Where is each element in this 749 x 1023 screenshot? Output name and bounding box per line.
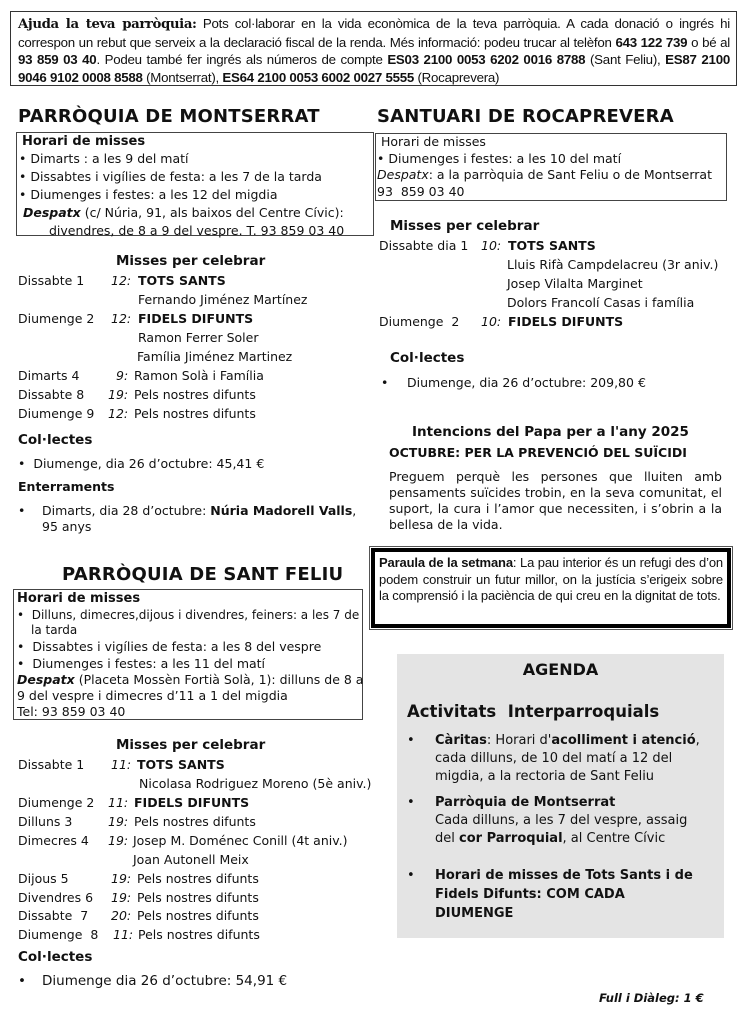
- mass-intention: Joan Autonell Meix: [133, 852, 249, 867]
- pope-intentions-heading: Intencions del Papa per a l'any 2025: [412, 424, 689, 440]
- mass-intention: Dolors Francolí Casas i família: [507, 295, 695, 310]
- mass-day: Diumenge 2: [18, 795, 95, 810]
- iban-rocaprevera: ES64 2100 0053 6002 0027 5555: [222, 69, 415, 85]
- mass-day: Dilluns 3: [18, 814, 73, 829]
- price-footer: Full i Diàleg: 1 €: [599, 991, 704, 1005]
- schedule-heading: Horari de misses: [17, 591, 141, 606]
- schedule-heading: Horari de misses: [22, 134, 146, 149]
- office-phone: Tel: 93 859 03 40: [17, 704, 126, 719]
- mass-day: Diumenge 8: [18, 927, 99, 942]
- mass-intention: FIDELS DIFUNTS: [138, 311, 254, 326]
- office-info: Despatx: a la parròquia de Sant Feliu o de Montserrat: [377, 167, 712, 182]
- collections-heading: Col·lectes: [18, 949, 93, 965]
- mass-day: Dissabte 1: [18, 757, 85, 772]
- agenda-box: AGENDA Activitats Interparroquials • Càritas: Horari d'acolliment i atenció, cada dilluns, de 10 del matí a 12 del migdia, a la rectoria de Sant Feliu • Parròquia de Montserrat Cada dilluns, a les 7 del vespre, assaig del cor Parroquial, al Centre Cívic • Horari de misses de Tots Sants i de Fidels Difunts: COM CADA DIUMENGE: [397, 654, 724, 938]
- mass-intention: Pels nostres difunts: [134, 814, 256, 829]
- iban-sant-feliu: ES03 2100 0053 6202 0016 8788: [387, 52, 586, 67]
- mass-intention: Nicolasa Rodriguez Moreno (5è aniv.): [139, 776, 372, 791]
- masses-heading: Misses per celebrar: [390, 218, 540, 234]
- mass-intention: Família Jiménez Martinez: [137, 349, 293, 364]
- masses-heading: Misses per celebrar: [116, 737, 266, 753]
- burials-heading: Enterraments: [18, 479, 115, 494]
- donation-lead: Ajuda la teva parròquia:: [18, 17, 197, 32]
- mass-day: Dijous 5: [18, 871, 69, 886]
- mass-day: Dissabte 7: [18, 908, 89, 923]
- montserrat-title: PARRÒQUIA DE MONTSERRAT: [18, 106, 320, 127]
- schedule-item: • Dimarts : a les 9 del matí: [19, 151, 189, 166]
- mass-day: Dissabte 8: [18, 387, 85, 402]
- schedule-item: • Diumenges i festes: a les 10 del matí: [377, 151, 622, 166]
- montserrat-schedule-box: [16, 132, 374, 236]
- schedule-item: • Diumenges i festes: a les 12 del migdia: [19, 187, 278, 202]
- mass-intention: Pels nostres difunts: [134, 387, 256, 402]
- mass-intention: Fernando Jiménez Martínez: [138, 292, 308, 307]
- pope-intentions-text: Preguem perquè les persones que lluiten amb pensaments suïcides trobin, en la seva comunitat, el suport, la cura i l’amor que necessiten, i s’obrin a la bellesa de la vida.: [389, 469, 722, 532]
- schedule-heading: Horari de misses: [381, 134, 486, 149]
- mass-day: Dissabte 1: [18, 273, 85, 288]
- schedule-item: • Diumenges i festes: a les 11 del matí: [17, 656, 266, 671]
- mass-intention: TOTS SANTS: [138, 273, 226, 288]
- schedule-item-cont: la tarda: [31, 623, 78, 637]
- mass-intention: FIDELS DIFUNTS: [508, 314, 624, 329]
- schedule-item: • Dissabtes i vigílies de festa: a les 8 del vespre: [17, 639, 322, 654]
- mass-day: Dimarts 4: [18, 368, 80, 383]
- mass-day: Dimecres 4: [18, 833, 89, 848]
- mass-intention: TOTS SANTS: [137, 757, 225, 772]
- mass-intention: Pels nostres difunts: [137, 890, 259, 905]
- schedule-item: • Dissabtes i vigílies de festa: a les 7 de la tarda: [19, 169, 322, 184]
- collection-item: • Diumenge, dia 26 d’octubre: 45,41 €: [18, 456, 265, 471]
- rocaprevera-schedule-box: [375, 133, 727, 201]
- pope-intentions-month: OCTUBRE: PER LA PREVENCIÓ DEL SUÏCIDI: [389, 445, 687, 460]
- collections-heading: Col·lectes: [18, 432, 93, 448]
- rocaprevera-title: SANTUARI DE ROCAPREVERA: [377, 106, 674, 127]
- mass-intention: Ramon Solà i Família: [134, 368, 264, 383]
- collections-heading: Col·lectes: [390, 350, 465, 366]
- mass-day: Diumenge 2: [18, 311, 95, 326]
- agenda-title: AGENDA: [522, 660, 599, 679]
- burial-age: 95 anys: [42, 519, 92, 534]
- mass-day: Diumenge 2: [379, 314, 460, 329]
- office-info: Despatx (Placeta Mossèn Fortià Solà, 1): dilluns de 8 a: [17, 672, 364, 687]
- collection-item: • Diumenge dia 26 d’octubre: 54,91 €: [18, 973, 288, 989]
- mass-day: Divendres 6: [18, 890, 94, 905]
- word-of-the-week-box: [371, 548, 731, 628]
- mass-intention: Pels nostres difunts: [134, 406, 256, 421]
- mass-intention: Pels nostres difunts: [137, 871, 259, 886]
- mass-intention: Josep M. Doménec Conill (4t aniv.): [133, 833, 348, 848]
- office-hours: 9 del vespre i dimecres d’11 a 1 del migdia: [17, 688, 288, 703]
- phone-number: 643 122 739: [615, 34, 688, 50]
- mass-intention: Lluis Rifà Campdelacreu (3r aniv.): [507, 257, 719, 272]
- collection-item: • Diumenge, dia 26 d’octubre: 209,80 €: [381, 375, 646, 390]
- mass-day: Diumenge 9: [18, 406, 95, 421]
- office-info: Despatx (c/ Núria, 91, als baixos del Centre Cívic):: [23, 205, 344, 220]
- mass-intention: TOTS SANTS: [508, 238, 596, 253]
- masses-heading: Misses per celebrar: [116, 253, 266, 269]
- phone-number: 93 859 03 40: [18, 52, 97, 67]
- mass-intention: Ramon Ferrer Soler: [138, 330, 259, 345]
- burial-item: • Dimarts, dia 28 d’octubre: Núria Madorell Valls,: [18, 503, 357, 518]
- office-hours: divendres, de 8 a 9 del vespre. T. 93 859 03 40: [49, 223, 345, 238]
- office-phone: 93 859 03 40: [377, 184, 465, 199]
- mass-intention: Pels nostres difunts: [138, 927, 260, 942]
- word-of-week-text: : La pau interior és un refugi des d’on podem construir un futur millor, on la justícia s’erigeix sobre la comprensió i la paciència de qui creu en la dignitat de tots.: [379, 555, 723, 603]
- mass-day: Dissabte dia 1: [379, 238, 469, 253]
- sant-feliu-title: PARRÒQUIA DE SANT FELIU: [62, 564, 344, 585]
- word-of-week-title: Paraula de la setmana: [379, 555, 513, 570]
- mass-intention: FIDELS DIFUNTS: [134, 795, 250, 810]
- mass-intention: Pels nostres difunts: [137, 908, 259, 923]
- mass-intention: Josep Vilalta Marginet: [507, 276, 643, 291]
- sant-feliu-schedule-box: [13, 589, 363, 720]
- donation-info-box: Ajuda la teva parròquia: Pots col·laborar en la vida econòmica de la teva parròquia. A cada donació o ingrés hi correspon un rebut que serveix a la declaració fiscal de la renda. Més informació: podeu trucar al telèfon 643 122 739 o bé al 93 859 03 40. Podeu també fer ingrés als números de compte ES03 2100 0053 6202 0016 8788 (Sant Feliu), ES87 2100 9046 9102 0008 8588 (Montserrat), ES64 2100 0053 6002 0027 5555 (Rocaprevera): [10, 11, 737, 86]
- iban-montserrat: ES87 2100 9046 9102 0008 8588: [18, 52, 730, 85]
- schedule-item: • Dilluns, dimecres,dijous i divendres, feiners: a les 7 de: [17, 608, 360, 622]
- agenda-subtitle: Activitats Interparroquials: [407, 702, 660, 721]
